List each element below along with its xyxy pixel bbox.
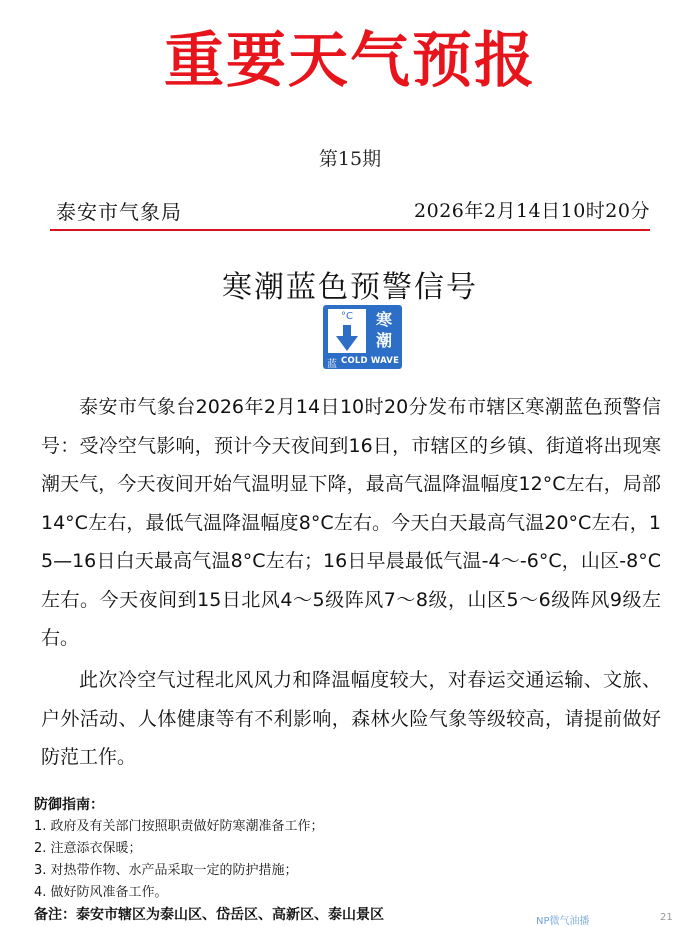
signal-title: 寒潮蓝色预警信号 — [222, 270, 478, 305]
issue-number: 第15期 — [318, 148, 382, 170]
page-number: 21 — [660, 912, 673, 923]
guide-item: 2. 注意添衣保暖； — [34, 841, 142, 856]
guide-item: 4. 做好防风准备工作。 — [34, 885, 168, 900]
badge-level: 蓝 — [327, 359, 337, 370]
defense-guide — [34, 794, 654, 926]
issue-datetime: 2026年2月14日10时20分 — [414, 200, 650, 222]
guide-item: 3. 对热带作物、水产品采取一定的防护措施； — [34, 863, 298, 878]
report-title: 重要天气预报 — [164, 26, 536, 96]
thermometer-panel — [328, 309, 366, 353]
guide-note: 备注：泰安市辖区为泰山区、岱岳区、高新区、泰山景区 — [34, 907, 384, 923]
down-arrow-icon — [336, 325, 358, 351]
guide-item: 1. 政府及有关部门按照职责做好防寒潮准备工作； — [34, 819, 324, 834]
cold-wave-warning-icon — [323, 305, 402, 369]
header-divider — [50, 229, 650, 231]
body-paragraph-1: 泰安市气象台2026年2月14日10时20分发布市辖区寒潮蓝色预警信号：受冷空气影响，预计今天夜间到16日，市辖区的乡镇、街道将出现寒潮天气，今天夜间开始气温明显下降，最高气温降温幅度12°C左右，局部14°C左右，最低气温降温幅度8°C左右。今天白天最高气温20°C左右，15—16日白天最高气温8°C左右；16日早晨最低气温-4～-6°C，山区-8°C左右。今天夜间到15日北风4～5级阵风7～8级，山区5～6级阵风9级左右。 — [41, 396, 661, 649]
badge-chars — [371, 309, 397, 351]
guide-title: 防御指南： — [34, 797, 104, 813]
badge-char-1: 寒 — [375, 310, 392, 329]
body-paragraph-2: 此次冷空气过程北风风力和降温幅度较大，对春运交通运输、文旅、户外活动、人体健康等有不利影响，森林火险气象等级较高，请提前做好防范工作。 — [41, 669, 661, 768]
badge-char-2: 潮 — [375, 331, 392, 350]
badge-english-label: COLD WAVE — [341, 356, 400, 366]
footer-watermark: NP微气油播 — [536, 916, 590, 927]
celsius-unit: °C — [341, 311, 353, 322]
issuing-agency: 泰安市气象局 — [56, 200, 182, 224]
